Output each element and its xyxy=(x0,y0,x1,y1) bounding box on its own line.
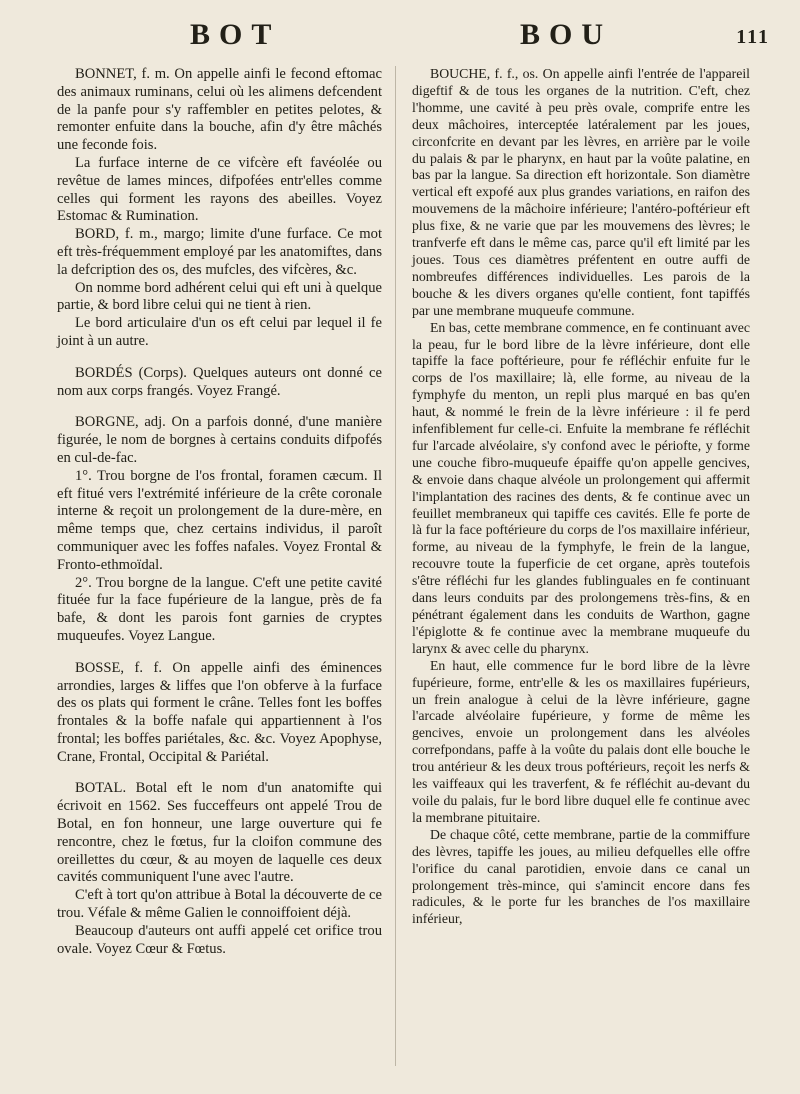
entry-paragraph: De chaque côté, cette membrane, partie de la commiffure des lèvres, tapiffe les joues, au milieu defquelles elle offre l'orifice du canal parotidien, envoie dans ce canal un prolongement très-mince, qui s'amincit encore dans fes radicules, & le porte fur les branches de l'os maxillaire inférieur, xyxy=(412,826,750,927)
entry-bouche xyxy=(412,66,750,928)
entry-paragraph: En bas, cette membrane commence, en fe continuant avec la peau, fur le bord libre de la lèvre inférieure, dont elle tapiffe la face poftérieure, pour fe réfléchir enfuite fur le corps de l'os maxillaire; là, elle forme, au niveau de la fymphyfe du menton, un repli plus marqué en bas qu'en haut, & nommé le frein de la lèvre inférieure : il fe perd infenfiblement fur celle-ci. Enfuite la membrane fe réfléchit fur l'arcade alvéolaire, s'y confond avec le périofte, y forme une couche fibro-muqueufe épaiffe qu'on appelle gencives, & envoie dans chaque alvéole un prolongement qui affermit l'implantation des racines des dents, & fe continue avec un feuillet membraneux qui tapiffe ces cavités. Elle fe porte de là fur la face poftérieure du corps de l'os maxillaire inférieur, forme, au niveau de la fymphyfe, le frein de la langue, recouvre toute la fuperficie de cet organe, après toutefois s'être réfléchi fur les glandes fublinguales en fe continuant dans leurs conduits par des prolongemens très-fins, & en pénétrant également dans les conduits de Warthon, gagne l'épiglotte & fe continue avec la membrane muqueufe du larynx & avec celle du pharynx. xyxy=(412,319,750,656)
entry-paragraph: Beaucoup d'auteurs ont auffi appelé cet orifice trou ovale. Voyez Cœur & Fœtus. xyxy=(57,922,382,957)
entry-paragraph: BOTAL. Botal eft le nom d'un anatomifte qui écrivoit en 1562. Ses fucceffeurs ont appelé Trou de Botal, en fon honneur, une large ouverture qui fe rencontre, chez le fœtus, fur la cloifon commune des oreillettes du cœur, & au moyen de laquelle ces deux cavités communiquent l'une avec l'autre. xyxy=(57,780,382,886)
right-column xyxy=(412,66,750,928)
entry-paragraph: BORDÉS (Corps). Quelques auteurs ont donné ce nom aux corps frangés. Voyez Frangé. xyxy=(57,364,382,399)
running-header xyxy=(40,12,770,52)
entry-paragraph: BOSSE, f. f. On appelle ainfi des éminences arrondies, larges & liffes que l'on obferve à la furface des os plats qui forment le crâne. Telles font les boffes frontales & la boffe nafale qui appartiennent à l'os frontal; les boffes pariétales, &c. &c. Voyez Apophyse, Crane, Frontal, Occipital & Pariétal. xyxy=(57,659,382,765)
entry-bonnet xyxy=(57,66,382,226)
entry-bosse xyxy=(57,660,382,767)
entry-paragraph: 2°. Trou borgne de la langue. C'eft une petite cavité fituée fur la face fupérieure de la langue, près de fa bafe, & dont les parois font garnies de cryptes muqueufes. Voyez Langue. xyxy=(57,574,382,644)
entry-bord xyxy=(57,226,382,351)
entry-paragraph: La furface interne de ce vifcère eft favéolée ou revêtue de lames minces, difpofées entr'elles comme celles qui forment les rayons des abeilles. Voyez Estomac & Rumination. xyxy=(57,154,382,225)
header-right-word: BOU xyxy=(520,18,613,51)
left-column xyxy=(57,66,382,958)
entry-paragraph: BOUCHE, f. f., os. On appelle ainfi l'entrée de l'appareil digeftif & de tous les organes de la nutrition. C'eft, chez l'homme, une cavité à peu près ovale, comprife entre les deux mâchoires, interceptée latéralement par les joues, circonfcrite en devant par les lèvres, en arrière par le voile du palais & par le pharynx, en haut par la voûte palatine, en bas par la langue. Sa direction eft horizontale. Son diamètre vertical eft expofé aux plus grandes variations, en raifon des mouvemens de la mâchoire inférieure; l'antéro-poftérieur eft plus fixe, & ne varie que par les mouvemens des lèvres; le tranfverfe eft dans le même cas, parce qu'il eft limité par les joues. Tous ces diamètres préfentent en outre auffi de nombreufes différences individuelles. Les parois de la bouche & les divers organes qu'elle contient, font tapiffés par une membrane muqueufe commune. xyxy=(412,66,750,318)
entry-paragraph: C'eft à tort qu'on attribue à Botal la découverte de ce trou. Véfale & même Galien le connoiffoient déjà. xyxy=(57,887,382,922)
entry-bordes xyxy=(57,365,382,401)
entry-paragraph: BORGNE, adj. On a parfois donné, d'une manière figurée, le nom de borgnes à certains conduits difpofés en cul-de-fac. xyxy=(57,414,382,466)
entry-paragraph: En haut, elle commence fur le bord libre de la lèvre fupérieure, forme, entr'elle & les os maxillaires fupérieurs, un frein analogue à celui de la lèvre inférieure, gagne l'arcade alvéolaire fupérieure, y forme de même les gencives, envoie un prolongement dans les alvéoles correfpondans, paffe à la voûte du palais dont elle bouche le trou antérieur & les deux trous poftérieurs, reçoit les nerfs & les vaiffeaux qui les traverfent, & fe réfléchit au-devant du voile du palais, fur le bord libre duquel elle fe continue avec la membrane pituitaire. xyxy=(412,657,750,825)
entry-borgne xyxy=(57,414,382,645)
column-divider xyxy=(395,66,396,1066)
entry-paragraph: BORD, f. m., margo; limite d'une furface. Ce mot eft très-fréquemment employé par les anatomiftes, dans la defcription des os, des mufcles, des vifcères, &c. xyxy=(57,226,382,278)
entry-paragraph: 1°. Trou borgne de l'os frontal, foramen cæcum. Il eft fitué vers l'extrémité inférieure de la crête coronale interne & reçoit un prolongement de la dure-mère, en même temps que, chez certains individus, il paroît communiquer avec les foffes nafales. Voyez Frontal & Fronto-ethmoïdal. xyxy=(57,467,382,573)
entry-paragraph: BONNET, f. m. On appelle ainfi le fecond eftomac des animaux ruminans, celui où les alimens defcendent de la panfe pour s'y raffembler en petites pelotes, & remonter enfuite dans la bouche, afin d'y être mâchés une feconde fois. xyxy=(57,66,382,154)
header-left-word: BOT xyxy=(190,18,281,51)
page-number: 111 xyxy=(736,26,770,48)
entry-paragraph: Le bord articulaire d'un os eft celui par lequel il fe joint à un autre. xyxy=(57,315,382,349)
entry-paragraph: On nomme bord adhérent celui qui eft uni à quelque partie, & bord libre celui qui ne tient à rien. xyxy=(57,279,382,314)
entry-botal xyxy=(57,780,382,958)
